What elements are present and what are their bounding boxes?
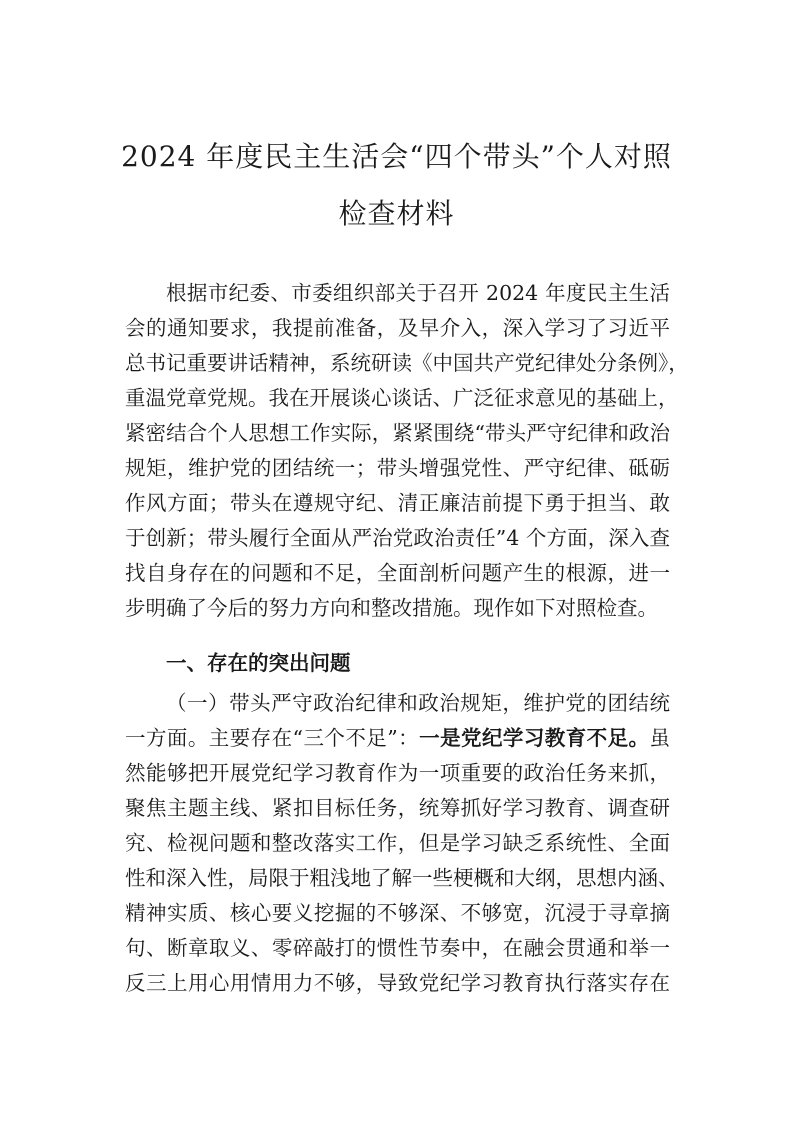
intro-line: 找自身存在的问题和不足，全面剖析问题产生的根源，进一 <box>125 561 670 585</box>
subsection-continuation: 虽 <box>649 726 671 750</box>
subsection-summary: 主要存在“三个不足”： <box>208 726 420 750</box>
subsection-line: 性和深入性，局限于粗浅地了解一些梗概和大纲，思想内涵、 <box>125 866 679 890</box>
subsection-line: 聚焦主题主线、紧扣目标任务，统筹抓好学习教育、调查研 <box>125 796 670 820</box>
intro-line: 根据市纪委、市委组织部关于召开 2024 年度民主生活 <box>166 281 670 305</box>
section-heading: 一、存在的突出问题 <box>166 651 351 675</box>
intro-line: 规矩，维护党的团结统一；带头增强党性、严守纪律、砥砺 <box>125 456 670 480</box>
subsection-line: 究、检视问题和整改落实工作，但是学习缺乏系统性、全面 <box>125 831 670 855</box>
intro-line: 重温党章党规。我在开展谈心谈话、广泛征求意见的基础上， <box>125 386 679 410</box>
intro-line: 会的通知要求，我提前准备，及早介入，深入学习了习近平 <box>125 316 670 340</box>
subsection-line: 然能够把开展党纪学习教育作为一项重要的政治任务来抓， <box>125 761 670 785</box>
intro-line: 紧密结合个人思想工作实际，紧紧围绕“带头严守纪律和政治 <box>125 421 670 445</box>
subsection-line: 精神实质、核心要义挖掘的不够深、不够宽，沉浸于寻章摘 <box>125 901 670 925</box>
subsection-line-mixed <box>125 723 670 753</box>
subsection-line: 反三上用心用情用力不够，导致党纪学习教育执行落实存在 <box>125 971 670 995</box>
intro-line: 作风方面；带头在遵规守纪、清正廉洁前提下勇于担当、敢 <box>125 491 670 515</box>
subsection-heading-line: （一）带头严守政治纪律和政治规矩，维护党的团结统 <box>166 691 670 715</box>
subsection-heading-tail: 一方面。 <box>125 726 209 750</box>
subsection-line: 句、断章取义、零碎敲打的惯性节奏中，在融会贯通和举一 <box>125 936 670 960</box>
intro-line: 总书记重要讲话精神，系统研读《中国共产党纪律处分条例》， <box>125 351 689 375</box>
document-title-line-1: 2024 年度民主生活会“四个带头”个人对照 <box>121 140 672 173</box>
document-title-line-2: 检查材料 <box>338 197 455 230</box>
key-point-bold: 一是党纪学习教育不足。 <box>419 726 650 750</box>
intro-line: 于创新；带头履行全面从严治党政治责任”4 个方面，深入查 <box>125 526 670 550</box>
intro-line: 步明确了今后的努力方向和整改措施。现作如下对照检查。 <box>125 596 658 620</box>
